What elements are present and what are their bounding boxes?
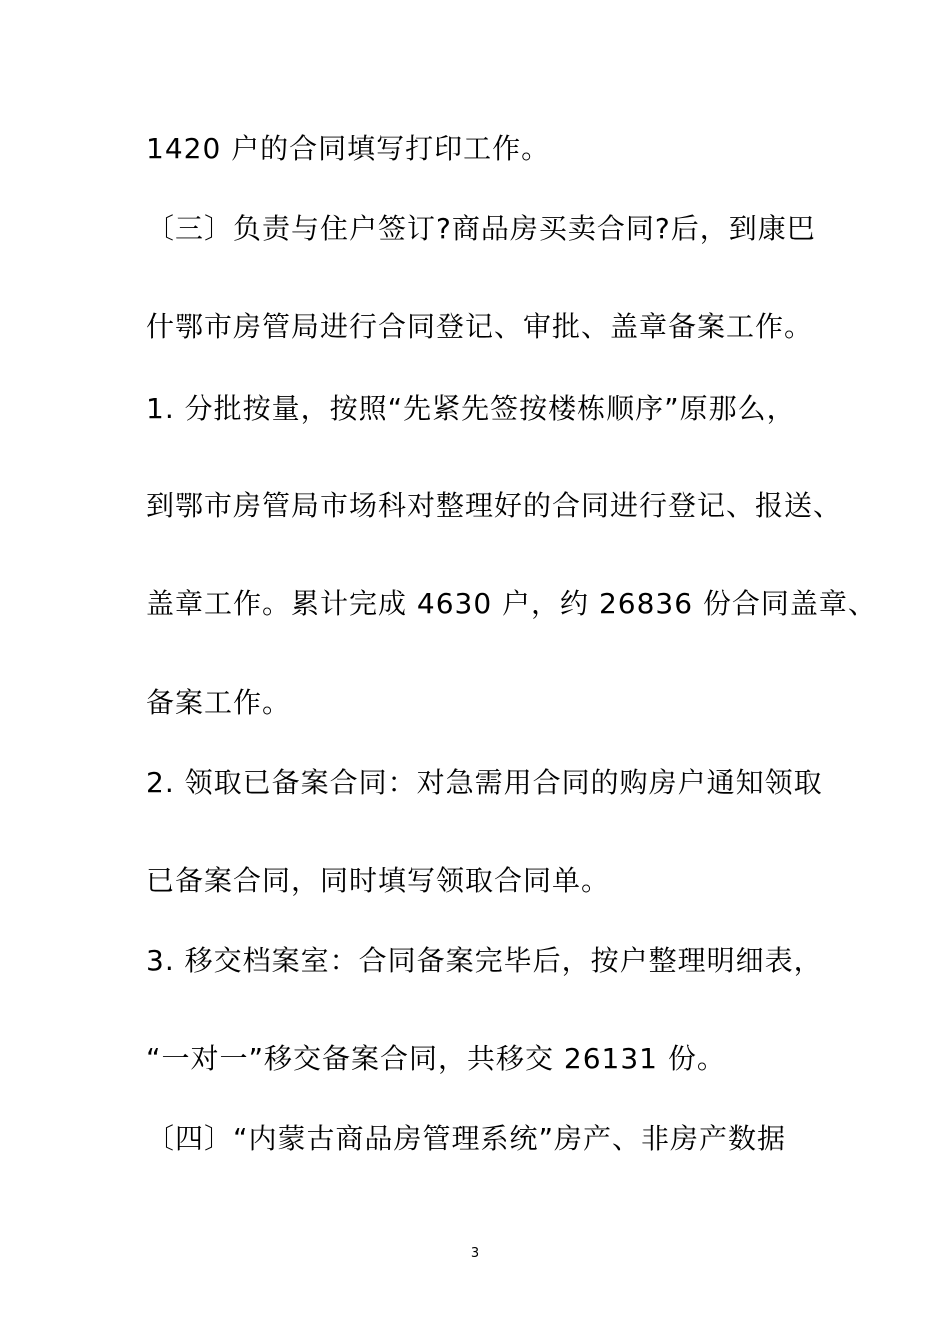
text-line: 〔三〕负责与住户签订?商品房买卖合同?后，到康巴 <box>146 212 816 245</box>
text-line: 盖章工作。累计完成 4630 户，约 26836 份合同盖章、 <box>146 587 877 620</box>
page-number: 3 <box>470 1246 480 1261</box>
text-line: 1420 户的合同填写打印工作。 <box>146 132 551 165</box>
text-line: 到鄂市房管局市场科对整理好的合同进行登记、报送、 <box>146 489 843 522</box>
text-line: 3. 移交档案室：合同备案完毕后，按户整理明细表， <box>146 944 823 977</box>
text-line: 〔四〕“内蒙古商品房管理系统”房产、非房产数据 <box>146 1122 787 1155</box>
text-line: 什鄂市房管局进行合同登记、审批、盖章备案工作。 <box>146 310 814 343</box>
text-line: 已备案合同，同时填写领取合同单。 <box>146 864 611 897</box>
text-line: 2. 领取已备案合同：对急需用合同的购房户通知领取 <box>146 766 823 799</box>
text-line: 1. 分批按量，按照“先紧先签按楼栋顺序”原那么， <box>146 392 796 425</box>
text-line: 备案工作。 <box>146 686 292 719</box>
text-line: “一对一”移交备案合同，共移交 26131 份。 <box>146 1042 726 1075</box>
